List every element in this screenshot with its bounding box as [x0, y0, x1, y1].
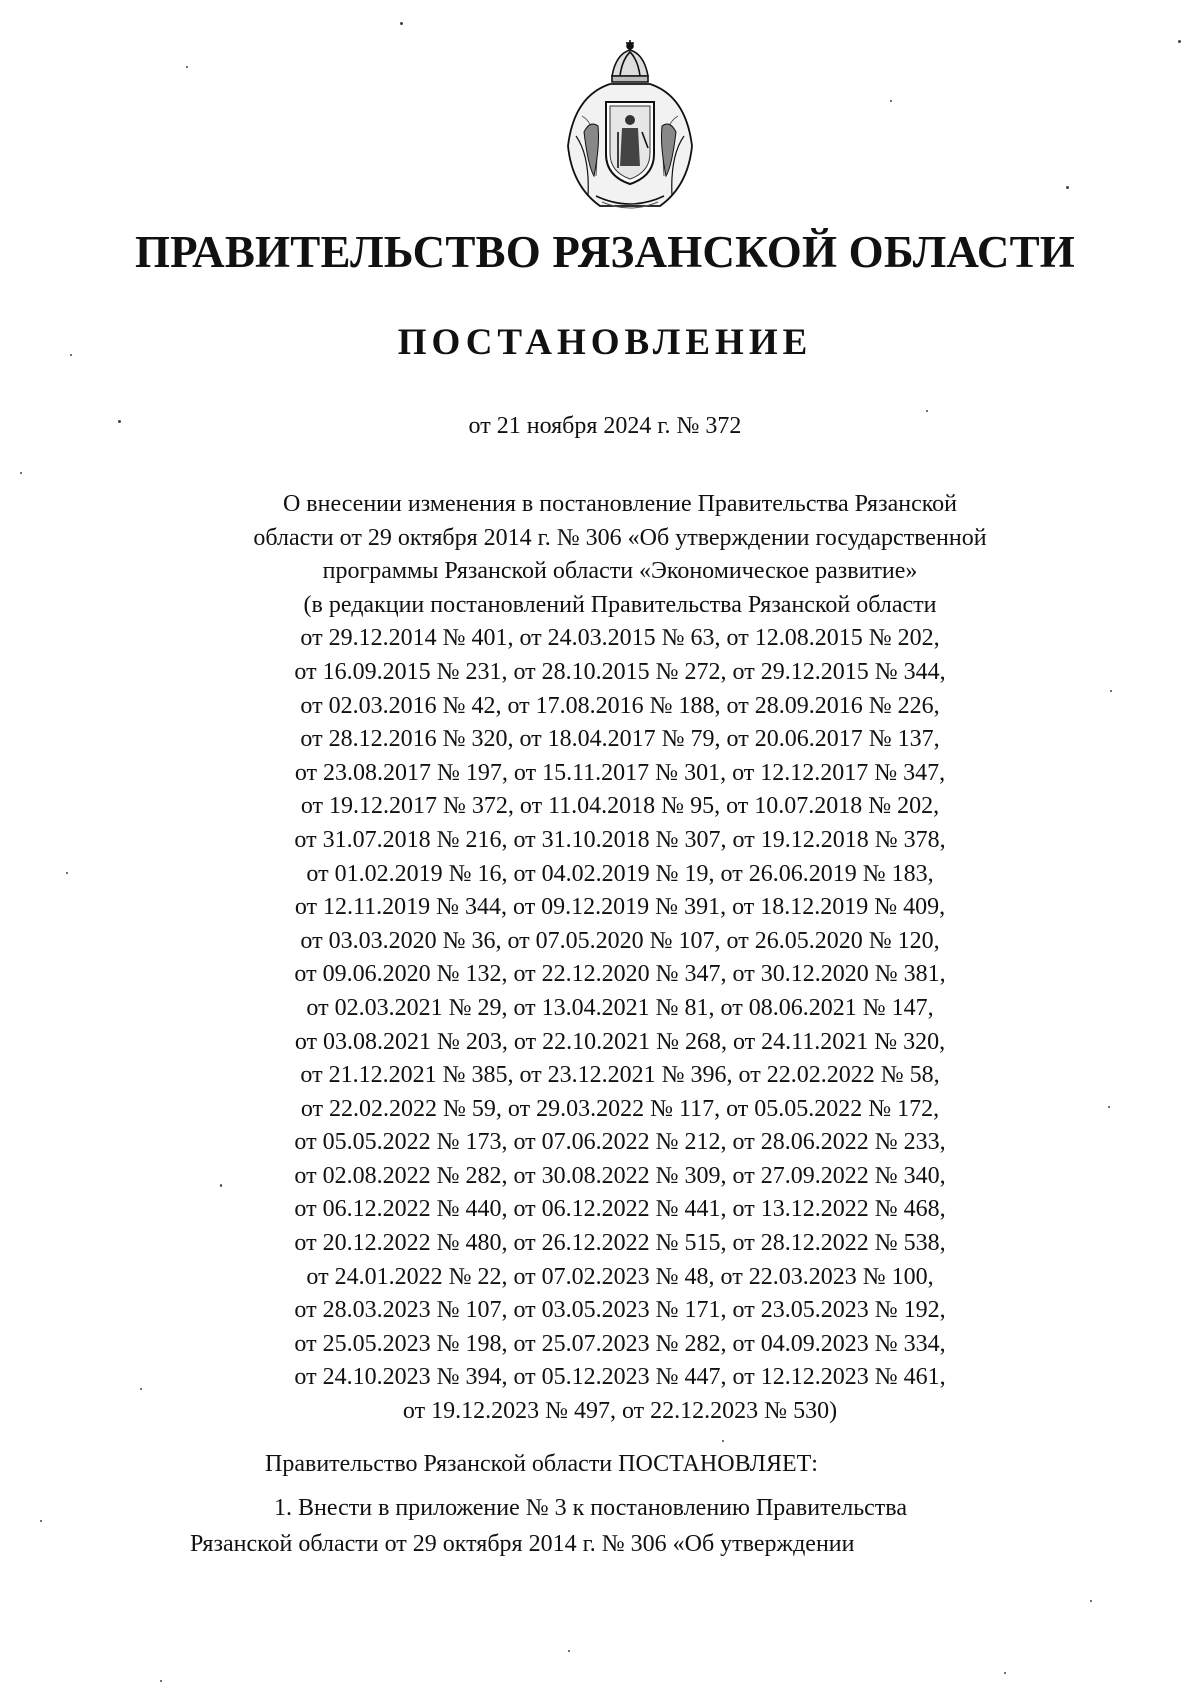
heading-line: от 20.12.2022 № 480, от 26.12.2022 № 515, от 28.12.2022 № 538,	[294, 1230, 946, 1257]
heading-line: от 12.11.2019 № 344, от 09.12.2019 № 391, от 18.12.2019 № 409,	[294, 894, 946, 921]
heading-line: от 06.12.2022 № 440, от 06.12.2022 № 441, от 13.12.2022 № 468,	[294, 1196, 946, 1223]
scan-speck	[400, 22, 403, 25]
scan-speck	[140, 1388, 142, 1390]
heading-line: от 05.05.2022 № 173, от 07.06.2022 № 212, от 28.06.2022 № 233,	[294, 1129, 946, 1156]
heading-line: области от 29 октября 2014 г. № 306 «Об утверждении государственной	[253, 524, 987, 551]
heading-line: от 16.09.2015 № 231, от 28.10.2015 № 272, от 29.12.2015 № 344,	[294, 658, 946, 685]
heading-line: от 24.10.2023 № 394, от 05.12.2023 № 447, от 12.12.2023 № 461,	[294, 1364, 946, 1391]
scan-speck	[20, 472, 22, 474]
scan-speck	[1178, 40, 1181, 43]
scan-speck	[40, 1520, 42, 1522]
heading-line: (в редакции постановлений Правительства Рязанской области	[303, 591, 937, 618]
heading-line: от 29.12.2014 № 401, от 24.03.2015 № 63, от 12.08.2015 № 202,	[300, 625, 940, 652]
scan-speck	[220, 1184, 222, 1187]
scan-speck	[160, 1680, 162, 1682]
heading-line: от 31.07.2018 № 216, от 31.10.2018 № 307, от 19.12.2018 № 378,	[294, 826, 946, 853]
scan-speck	[186, 66, 188, 68]
heading-line: от 25.05.2023 № 198, от 25.07.2023 № 282, от 04.09.2023 № 334,	[294, 1330, 946, 1357]
heading-line: от 28.12.2016 № 320, от 18.04.2017 № 79, от 20.06.2017 № 137,	[300, 726, 940, 753]
heading-line: от 21.12.2021 № 385, от 23.12.2021 № 396, от 22.02.2022 № 58,	[300, 1062, 940, 1089]
coat-of-arms-icon	[560, 36, 700, 214]
scan-speck	[1066, 186, 1069, 189]
scan-speck	[1090, 1600, 1092, 1602]
scan-speck	[890, 100, 892, 102]
scan-speck	[1108, 1106, 1110, 1108]
heading-line: от 19.12.2023 № 497, от 22.12.2023 № 530)	[402, 1398, 838, 1425]
scan-speck	[722, 1440, 724, 1442]
heading-line: от 03.03.2020 № 36, от 07.05.2020 № 107, от 26.05.2020 № 120,	[300, 927, 940, 954]
heading-line: от 19.12.2017 № 372, от 11.04.2018 № 95, от 10.07.2018 № 202,	[300, 793, 940, 820]
heading-line: от 02.08.2022 № 282, от 30.08.2022 № 309, от 27.09.2022 № 340,	[294, 1162, 946, 1189]
scan-speck	[1110, 690, 1112, 692]
heading-line: от 01.02.2019 № 16, от 04.02.2019 № 19, от 26.06.2019 № 183,	[306, 860, 934, 887]
paragraph-1	[190, 1490, 1134, 1562]
heading-line: от 03.08.2021 № 203, от 22.10.2021 № 268, от 24.11.2021 № 320,	[294, 1028, 946, 1055]
heading-line: от 24.01.2022 № 22, от 07.02.2023 № 48, от 22.03.2023 № 100,	[306, 1263, 934, 1290]
scan-speck	[1004, 1672, 1006, 1674]
paragraph-1-line-2: Рязанской области от 29 октября 2014 г. № 306 «Об утверждении	[190, 1531, 855, 1557]
document-date-number: от 21 ноября 2024 г. № 372	[468, 413, 742, 439]
heading-line: от 23.08.2017 № 197, от 15.11.2017 № 301, от 12.12.2017 № 347,	[294, 759, 946, 786]
heading-line: от 02.03.2016 № 42, от 17.08.2016 № 188, от 28.09.2016 № 226,	[300, 692, 940, 719]
heading-line: от 09.06.2020 № 132, от 22.12.2020 № 347, от 30.12.2020 № 381,	[294, 961, 946, 988]
scan-speck	[118, 420, 121, 423]
scan-speck	[66, 872, 68, 874]
document-type: ПОСТАНОВЛЕНИЕ	[397, 322, 813, 363]
scan-speck	[70, 354, 72, 356]
document-heading	[180, 488, 1060, 1429]
scan-speck	[568, 1650, 570, 1652]
heading-line: от 28.03.2023 № 107, от 03.05.2023 № 171, от 23.05.2023 № 192,	[294, 1297, 946, 1324]
paragraph-1-line-1: 1. Внести в приложение № 3 к постановлению Правительства	[274, 1495, 907, 1521]
heading-line: О внесении изменения в постановление Правительства Рязанской	[282, 491, 958, 517]
heading-line: от 02.03.2021 № 29, от 13.04.2021 № 81, от 08.06.2021 № 147,	[306, 994, 934, 1021]
resolution-preamble: Правительство Рязанской области ПОСТАНОВЛЯЕТ:	[265, 1451, 818, 1477]
heading-line: от 22.02.2022 № 59, от 29.03.2022 № 117, от 05.05.2022 № 172,	[300, 1095, 940, 1122]
heading-line: программы Рязанской области «Экономическое развитие»	[322, 558, 918, 585]
government-title: ПРАВИТЕЛЬСТВО РЯЗАНСКОЙ ОБЛАСТИ	[134, 227, 1076, 277]
scan-speck	[926, 410, 928, 412]
